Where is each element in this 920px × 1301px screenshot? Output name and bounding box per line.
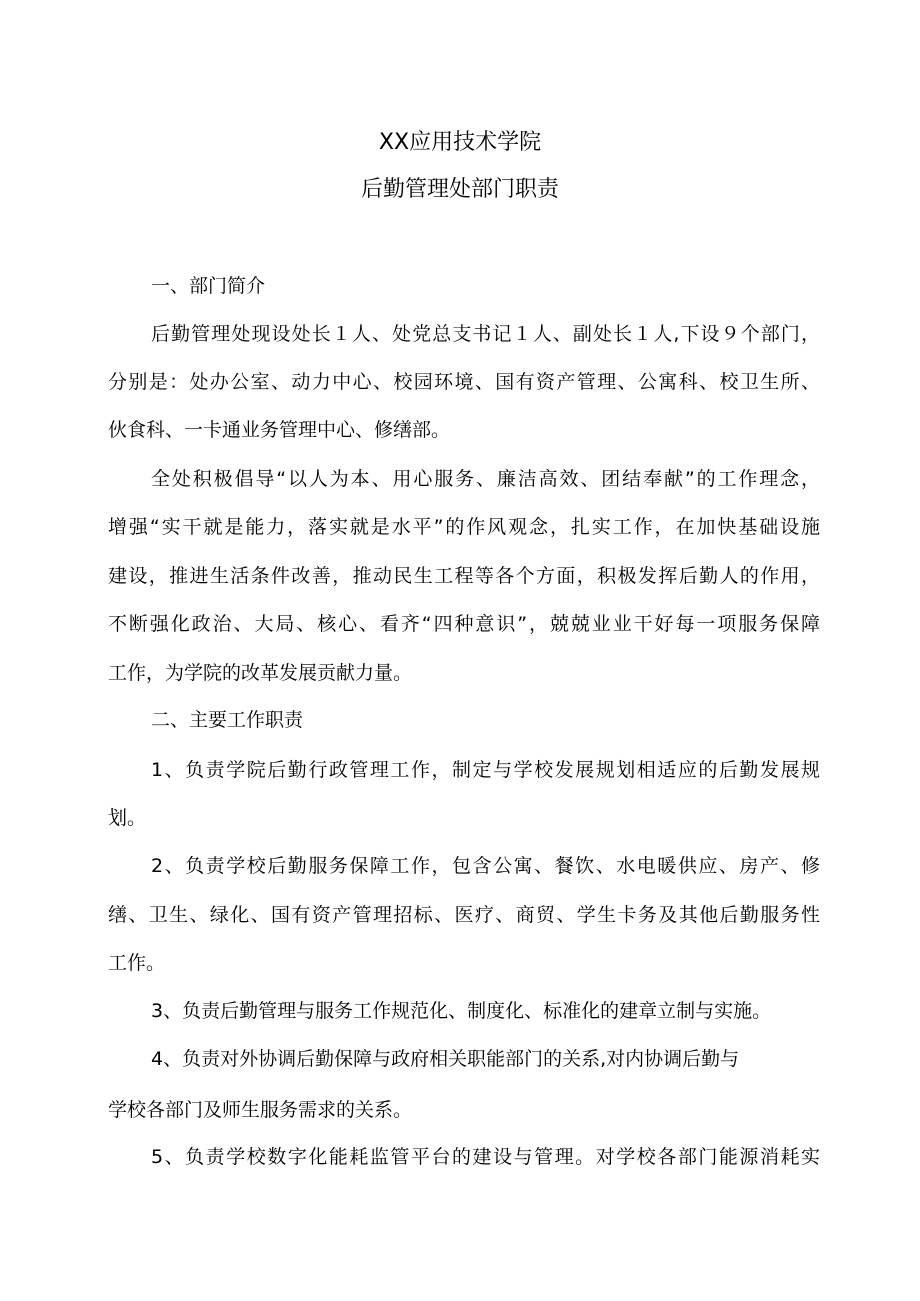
duty-item-line: 3、负责后勤管理与服务工作规范化、制度化、标准化的建章立制与实施。 [151, 1000, 772, 1022]
document-title-department: 后勤管理处部门职责 [360, 177, 559, 202]
duty-item-line: 缮、卫生、绿化、国有资产管理招标、医疗、商贸、学生卡务及其他后勤服务性 [108, 904, 820, 926]
paragraph-line: 分别是：处办公室、动力中心、校园环境、国有资产管理、公寓科、校卫生所、 [108, 371, 820, 393]
duty-item-line: 4、负责对外协调后勤保障与政府相关职能部门的关系,对内协调后勤与 [151, 1048, 740, 1070]
section-heading-duties: 二、主要工作职责 [151, 709, 304, 731]
paragraph-line: 伙食科、一卡通业务管理中心、修缮部。 [108, 419, 451, 441]
section-heading-intro: 一、部门简介 [151, 275, 266, 297]
paragraph-line: 后勤管理处现设处长１人、处党总支书记１人、副处长１人,下设９个部门， [151, 323, 820, 345]
document-title-institution: XX应用技术学院 [378, 130, 542, 155]
duty-item-line: 工作。 [108, 952, 166, 974]
paragraph-line: 全处积极倡导“以人为本、用心服务、廉洁高效、团结奉献”的工作理念， [151, 468, 820, 490]
duty-item-line: 2、负责学校后勤服务保障工作，包含公寓、餐饮、水电暖供应、房产、修 [151, 855, 820, 877]
duty-item-line: 5、负责学校数字化能耗监管平台的建设与管理。对学校各部门能源消耗实 [151, 1146, 820, 1168]
duty-item-line: 1、负责学院后勤行政管理工作，制定与学校发展规划相适应的后勤发展规 [151, 759, 820, 781]
duty-item-line: 学校各部门及师生服务需求的关系。 [108, 1099, 413, 1121]
paragraph-line: 工作，为学院的改革发展贡献力量。 [108, 662, 413, 684]
duty-item-line: 划。 [108, 807, 147, 829]
paragraph-line: 增强“实干就是能力，落实就是水平”的作风观念，扎实工作，在加快基础设施 [108, 516, 820, 538]
paragraph-line: 不断强化政治、大局、核心、看齐“四种意识”，兢兢业业干好每一项服务保障 [108, 613, 820, 635]
paragraph-line: 建设，推进生活条件改善，推动民生工程等各个方面，积极发挥后勤人的作用， [108, 565, 820, 587]
